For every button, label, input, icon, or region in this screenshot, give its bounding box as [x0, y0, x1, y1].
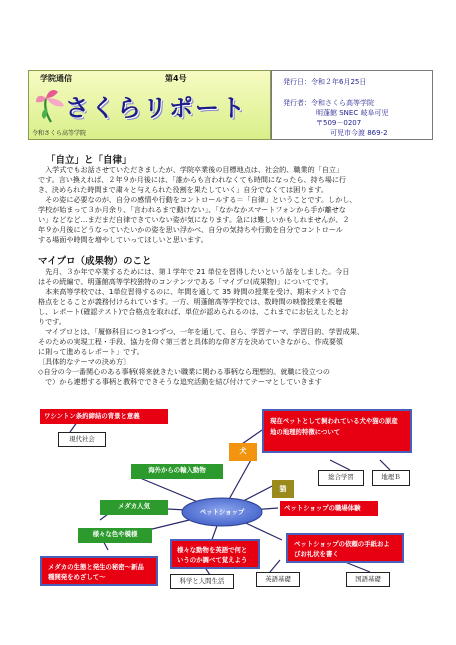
postal-code: 〒509－0207 — [316, 119, 362, 127]
paragraph-line: その姿に必要なのが、自分の感情や行動をコントロールする＝「自律」ということです。しかし、 — [38, 195, 357, 204]
node-colors-patterns: 様々な色や模様 — [78, 528, 152, 543]
paragraph-line: ◇自分の今一番関心のある事柄(将来就きたい職業に関わる事柄なら理想的。就職に役立つの — [38, 367, 330, 376]
paragraph-line: 本来高等学校では、1単位習得するのに、年間を通して 35 時間の授業を受け、期末テストで合 — [38, 287, 347, 296]
paragraph-line: で）から連想する事柄と教科でできそうな追究活動を結び付けてテーマとしていきます — [38, 377, 322, 386]
node-pet-shop-work-experience: ペットショップの職場体験 — [280, 501, 378, 516]
publisher: 発行者：令和さくら高等学院 — [283, 99, 374, 107]
paragraph-line: そのための実現工程・手段、協力を仰ぐ第三者と具体的な仰ぎ方を決めていきながら、作成要領 — [38, 337, 344, 346]
section-heading-independence: 「自立」と「自律」 — [46, 155, 132, 166]
node-pet-shop-letters: ペットショップの依頼の手紙およびお礼状を書く — [286, 533, 404, 563]
node-animals-in-english: 様々な動物を英語で何というのか調べて覚えよう — [170, 539, 260, 569]
school-name-small: 令和さくら高等学院 — [32, 130, 87, 137]
paragraph-line: です。言い換えれば、２年９か月後には、「誰からも言われなくても時間になったら、持ち場に行 — [38, 175, 347, 184]
node-cat: 猫 — [272, 480, 294, 498]
node-integrated-studies: 総合学習 — [318, 470, 364, 486]
issue-number: 第4号 — [165, 74, 187, 83]
publish-date: 発行日：令和２年6月25日 — [283, 78, 367, 86]
paragraph-line: マイプロとは、「履修科目につき1つずつ、一年を通して、自ら、学習テーマ、学習目的、学習成果、 — [38, 327, 364, 336]
newsletter-title: さくらリポート — [65, 94, 247, 122]
node-medaka-popularity: メダカ人気 — [100, 500, 168, 515]
paragraph-line: りです。 — [38, 317, 66, 326]
node-imported-animals: 海外からの輸入動物 — [131, 464, 223, 479]
paragraph-line: い」などなど…まだまだ自律できていない姿が気になります。急には難しいかもしれませんが、２ — [38, 215, 350, 224]
paragraph-line: き、決められた時間まで粛々と与えられた役割を果たしていく」自分でなくては困ります。 — [38, 185, 328, 194]
newsletter-category: 学院通信 — [40, 74, 72, 83]
node-science-human-life: 科学と人間生活 — [170, 574, 234, 589]
paragraph-line: する場面や時間を増やしていってほしいと思います。 — [38, 235, 208, 244]
paragraph-line: 〔具体的なテーマの決め方〕 — [38, 357, 131, 366]
publisher-branch: 明蓬館 SNEC 岐阜可児 — [316, 109, 389, 117]
node-current-pets-origin: 現在ペットとして飼われている犬や猫の原産地の地理的特徴について — [262, 409, 412, 453]
paragraph-line: 入学式でもお話させていただきましたが、学院卒業後の目標地点は、社会的、職業的「自立」 — [38, 165, 344, 174]
node-english-basic: 英語基礎 — [256, 572, 300, 587]
paragraph-line: 格点をとることが義務付けられています。一方、明蓬館高等学校では、数時間の映像授業を視聴 — [38, 297, 343, 306]
paragraph-line: 学校が始まって３か月余り、「言われるまで動けない」、「なかなかスマートフォンから手が離せな — [38, 205, 346, 214]
node-medaka-ecology: メダカの生態と発生の秘密〜新品種開発をめざして〜 — [40, 556, 158, 586]
section-heading-mypro: マイプロ（成果物）のこと — [38, 256, 152, 267]
paragraph-line: 先月、３か年で卒業するためには、第１学年で 21 単位を習得したいという話をしました。今日 — [38, 267, 350, 276]
paragraph-line: し、レポート(確認テスト)で合格点を取れば、単位が認められるのは、これまでにお伝えしたとお — [38, 307, 349, 316]
node-washington-convention: ワシントン条約締結の背景と意義 — [40, 409, 168, 424]
node-geography-b: 地理Ｂ — [372, 470, 410, 486]
paragraph-line: はその続編で、明蓬館高等学校独特のコンテンツである「マイプロ(成果物)」についてです。 — [38, 277, 333, 286]
node-japanese-basic: 国語基礎 — [346, 572, 390, 587]
node-pet-shop: ペットショップ — [199, 508, 245, 516]
address: 可児市今渡 869-2 — [330, 129, 388, 137]
paragraph-line: 年９か月後にどうなっていたいかの姿を思い浮かべ、自分の気持ちや行動を自分でコントロール — [38, 225, 343, 234]
paragraph-line: に則って進めるレポート」です。 — [38, 347, 144, 356]
node-dog: 犬 — [229, 443, 257, 461]
node-social-studies: 現代社会 — [58, 432, 106, 447]
